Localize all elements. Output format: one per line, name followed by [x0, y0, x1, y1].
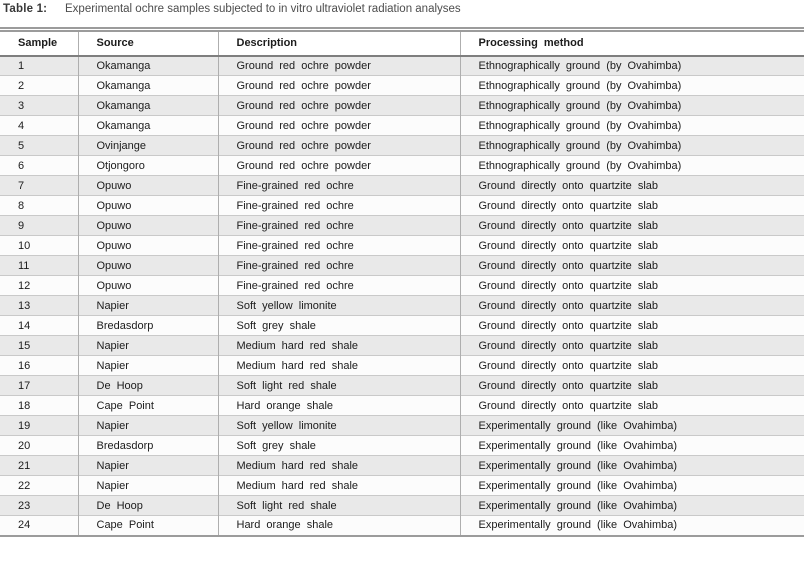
cell-description: Ground red ochre powder	[218, 156, 460, 176]
cell-processing-method: Ground directly onto quartzite slab	[460, 276, 804, 296]
cell-processing-method: Ethnographically ground (by Ovahimba)	[460, 76, 804, 96]
cell-processing-method: Ethnographically ground (by Ovahimba)	[460, 136, 804, 156]
table-row	[0, 156, 804, 176]
cell-sample: 22	[0, 476, 78, 496]
cell-source: Okamanga	[78, 96, 218, 116]
cell-description: Soft light red shale	[218, 496, 460, 516]
cell-description: Soft yellow limonite	[218, 296, 460, 316]
table-row	[0, 356, 804, 376]
cell-processing-method: Experimentally ground (like Ovahimba)	[460, 416, 804, 436]
table-row	[0, 316, 804, 336]
table-header	[0, 30, 804, 56]
cell-source: Cape Point	[78, 516, 218, 536]
table-row	[0, 76, 804, 96]
table-row	[0, 136, 804, 156]
cell-processing-method: Experimentally ground (like Ovahimba)	[460, 456, 804, 476]
cell-description: Fine-grained red ochre	[218, 256, 460, 276]
table-row	[0, 296, 804, 316]
cell-source: Napier	[78, 356, 218, 376]
cell-source: Opuwo	[78, 256, 218, 276]
cell-source: Opuwo	[78, 276, 218, 296]
column-header-description: Description	[218, 30, 460, 56]
cell-processing-method: Ground directly onto quartzite slab	[460, 196, 804, 216]
table-row	[0, 116, 804, 136]
cell-sample: 12	[0, 276, 78, 296]
cell-processing-method: Ground directly onto quartzite slab	[460, 376, 804, 396]
cell-source: Bredasdorp	[78, 436, 218, 456]
cell-description: Ground red ochre powder	[218, 116, 460, 136]
table-row	[0, 56, 804, 76]
table-row	[0, 216, 804, 236]
cell-source: Opuwo	[78, 196, 218, 216]
cell-sample: 17	[0, 376, 78, 396]
table-header-row	[0, 30, 804, 56]
cell-processing-method: Ground directly onto quartzite slab	[460, 296, 804, 316]
cell-sample: 19	[0, 416, 78, 436]
cell-sample: 5	[0, 136, 78, 156]
cell-processing-method: Ground directly onto quartzite slab	[460, 176, 804, 196]
column-header-processing-method: Processing method	[460, 30, 804, 56]
cell-source: Napier	[78, 456, 218, 476]
table-row	[0, 396, 804, 416]
cell-processing-method: Ground directly onto quartzite slab	[460, 356, 804, 376]
table-row	[0, 496, 804, 516]
cell-sample: 20	[0, 436, 78, 456]
cell-processing-method: Ground directly onto quartzite slab	[460, 216, 804, 236]
table-row	[0, 96, 804, 116]
cell-processing-method: Experimentally ground (like Ovahimba)	[460, 496, 804, 516]
cell-sample: 1	[18, 59, 25, 72]
cell-sample: 11	[0, 256, 78, 276]
cell-description: Fine-grained red ochre	[218, 216, 460, 236]
cell-source: Napier	[78, 476, 218, 496]
cell-description: Soft yellow limonite	[218, 416, 460, 436]
cell-description: Medium hard red shale	[218, 456, 460, 476]
cell-sample: 18	[0, 396, 78, 416]
cell-sample: 3	[0, 96, 78, 116]
table-row	[0, 456, 804, 476]
cell-source: Napier	[78, 336, 218, 356]
table-row	[0, 336, 804, 356]
cell-processing-method: Experimentally ground (like Ovahimba)	[460, 436, 804, 456]
cell-sample: 14	[0, 316, 78, 336]
table-caption-label: Table 1:	[3, 3, 48, 15]
cell-description: Medium hard red shale	[218, 476, 460, 496]
cell-description: Soft grey shale	[218, 316, 460, 336]
cell-source: Okamanga	[78, 116, 218, 136]
cell-source: De Hoop	[78, 496, 218, 516]
cell-description: Fine-grained red ochre	[218, 196, 460, 216]
cell-source: Opuwo	[78, 236, 218, 256]
cell-sample: 21	[0, 456, 78, 476]
table-row	[0, 176, 804, 196]
cell-description: Ground red ochre powder	[218, 136, 460, 156]
cell-sample: 8	[0, 196, 78, 216]
cell-sample: 6	[0, 156, 78, 176]
cell-sample: 13	[0, 296, 78, 316]
cell-sample: 10	[0, 236, 78, 256]
table-row	[0, 436, 804, 456]
cell-source: Otjongoro	[78, 156, 218, 176]
table-row	[0, 236, 804, 256]
ochre-samples-table	[0, 27, 804, 537]
cell-sample: 15	[0, 336, 78, 356]
cell-sample: 24	[0, 516, 78, 536]
cell-description: Ground red ochre powder	[218, 96, 460, 116]
cell-source: Opuwo	[78, 216, 218, 236]
cell-source: Okamanga	[78, 56, 218, 76]
cell-source: Napier	[78, 296, 218, 316]
table-row	[0, 276, 804, 296]
cell-description: Soft light red shale	[218, 376, 460, 396]
column-header-sample: Sample	[0, 30, 78, 56]
table-row	[0, 376, 804, 396]
cell-source: Okamanga	[78, 76, 218, 96]
cell-source: Opuwo	[78, 176, 218, 196]
cell-description: Fine-grained red ochre	[218, 276, 460, 296]
table-row	[0, 416, 804, 436]
cell-sample: 2	[0, 76, 78, 96]
cell-description: Hard orange shale	[218, 516, 460, 536]
cell-description: Hard orange shale	[218, 396, 460, 416]
cell-processing-method: Ground directly onto quartzite slab	[460, 336, 804, 356]
cell-sample: 23	[0, 496, 78, 516]
cell-description: Fine-grained red ochre	[218, 176, 460, 196]
cell-processing-method: Ground directly onto quartzite slab	[460, 256, 804, 276]
cell-processing-method: Ground directly onto quartzite slab	[460, 316, 804, 336]
cell-source: Cape Point	[78, 396, 218, 416]
cell-description: Fine-grained red ochre	[218, 236, 460, 256]
table-body	[0, 56, 804, 536]
cell-processing-method: Ethnographically ground (by Ovahimba)	[460, 156, 804, 176]
table-row	[0, 476, 804, 496]
cell-source: Napier	[78, 416, 218, 436]
cell-sample: 9	[0, 216, 78, 236]
column-header-source: Source	[78, 30, 218, 56]
table-caption	[0, 0, 804, 27]
cell-sample: 16	[0, 356, 78, 376]
cell-description: Soft grey shale	[218, 436, 460, 456]
cell-source: De Hoop	[78, 376, 218, 396]
cell-processing-method: Experimentally ground (like Ovahimba)	[460, 476, 804, 496]
cell-description: Ground red ochre powder	[218, 76, 460, 96]
table-caption-text: Experimental ochre samples subjected to in vitro ultraviolet radiation analyses	[65, 3, 461, 15]
cell-source: Bredasdorp	[78, 316, 218, 336]
cell-processing-method: Ethnographically ground (by Ovahimba)	[460, 56, 804, 76]
cell-description: Medium hard red shale	[218, 356, 460, 376]
cell-source: Ovinjange	[78, 136, 218, 156]
table-row	[0, 256, 804, 276]
cell-processing-method: Ground directly onto quartzite slab	[460, 236, 804, 256]
cell-processing-method: Ethnographically ground (by Ovahimba)	[460, 116, 804, 136]
cell-description: Medium hard red shale	[218, 336, 460, 356]
cell-description: Ground red ochre powder	[218, 56, 460, 76]
cell-processing-method: Ground directly onto quartzite slab	[460, 396, 804, 416]
table-row	[0, 196, 804, 216]
cell-processing-method: Experimentally ground (like Ovahimba)	[460, 516, 804, 536]
cell-sample: 4	[0, 116, 78, 136]
cell-sample: 7	[0, 176, 78, 196]
table-row	[0, 516, 804, 536]
cell-processing-method: Ethnographically ground (by Ovahimba)	[460, 96, 804, 116]
